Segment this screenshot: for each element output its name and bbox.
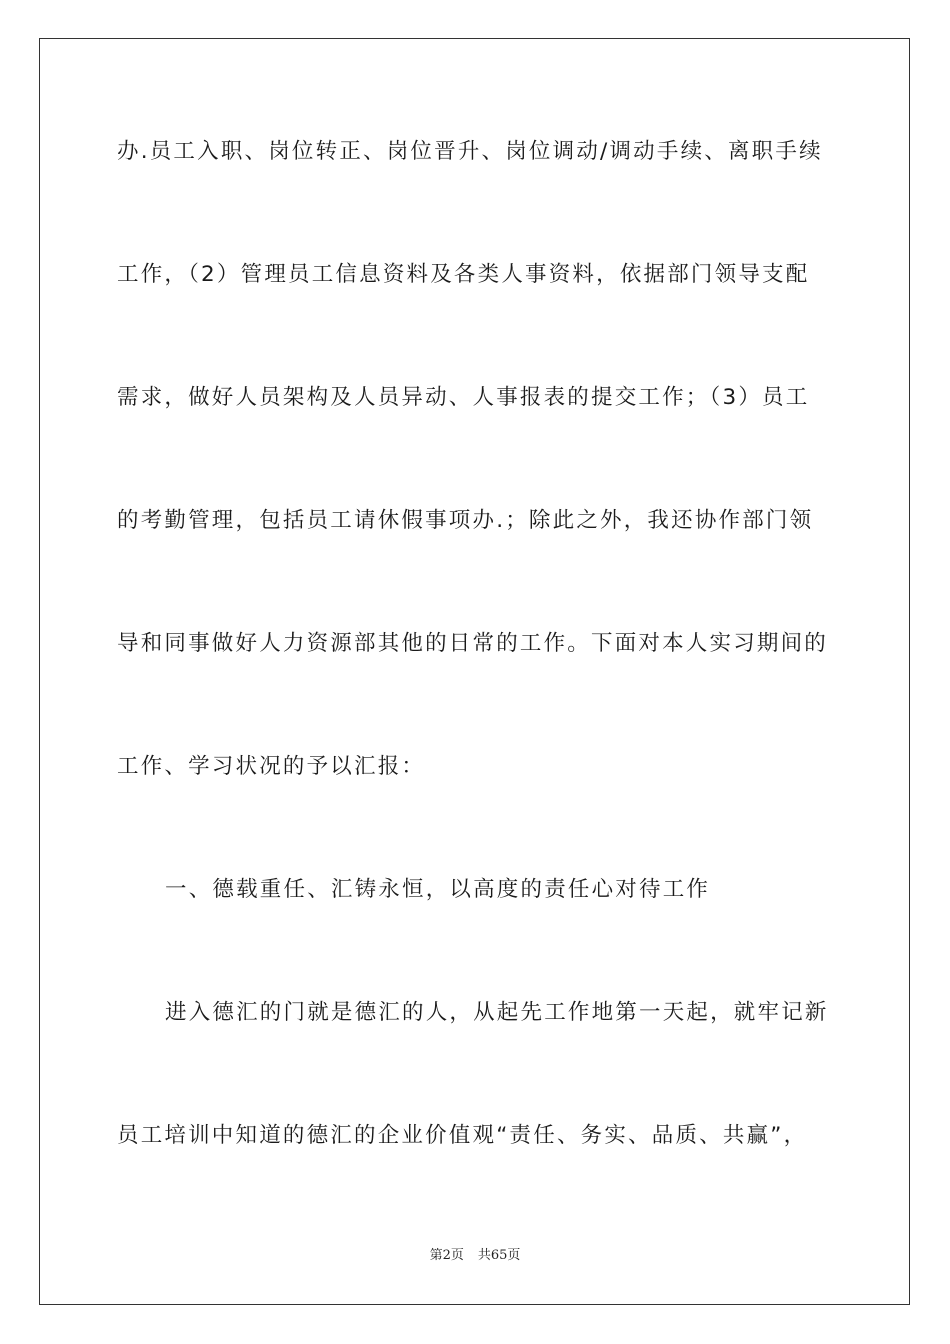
page-footer	[0, 1247, 950, 1265]
page-total: 共65页	[477, 1248, 521, 1263]
body-line-3: 需求，做好人员架构及人员异动、人事报表的提交工作；（3）员工	[117, 385, 810, 410]
body-line-2: 工作，（2）管理员工信息资料及各类人事资料，依据部门领导支配	[117, 262, 810, 287]
paragraph-line-2: 员工培训中知道的德汇的企业价值观“责任、务实、品质、共赢”，	[117, 1123, 808, 1148]
page-border	[39, 38, 910, 1305]
body-line-1: 办.员工入职、岗位转正、岗位晋升、岗位调动/调动手续、离职手续	[117, 139, 823, 164]
body-line-6: 工作、学习状况的予以汇报：	[117, 754, 426, 779]
paragraph-line-1: 进入德汇的门就是德汇的人，从起先工作地第一天起，就牢记新	[165, 1000, 829, 1025]
body-line-5: 导和同事做好人力资源部其他的日常的工作。下面对本人实习期间的	[117, 631, 829, 656]
body-line-4: 的考勤管理，包括员工请休假事项办.；除此之外，我还协作部门领	[117, 508, 814, 533]
section-heading: 一、德载重任、汇铸永恒，以高度的责任心对待工作	[165, 877, 711, 902]
page-number: 第2页	[429, 1248, 464, 1263]
